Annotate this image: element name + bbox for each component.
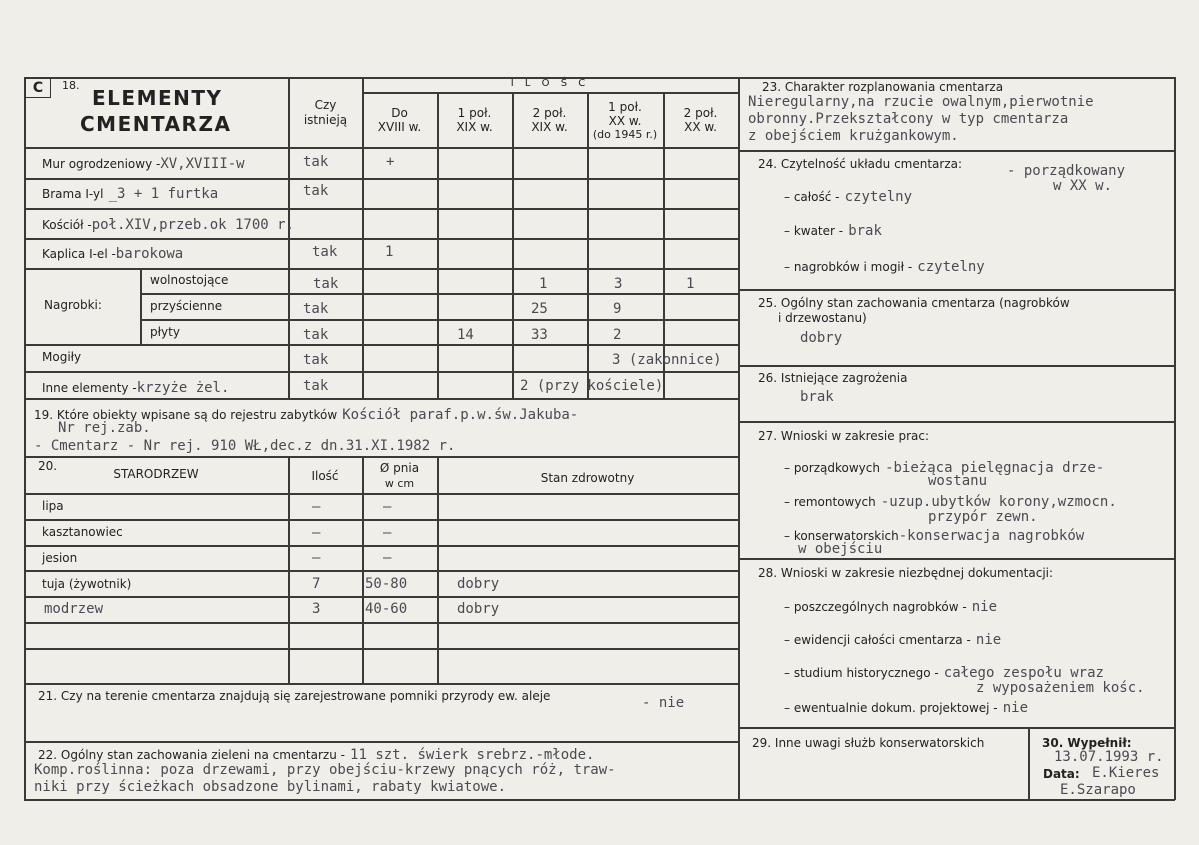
kaplica-do-xviii: 1 bbox=[385, 244, 394, 260]
mogily-exists: tak bbox=[303, 352, 329, 368]
doc-studium-value-line2: z wyposażeniem kośc. bbox=[976, 680, 1145, 696]
trunk-header bbox=[362, 461, 437, 491]
period-header-1-xx bbox=[587, 100, 663, 142]
doc-row-ewidencja bbox=[784, 629, 1001, 648]
section-letter: C bbox=[32, 80, 44, 96]
date-label: Data: bbox=[1043, 767, 1080, 781]
tree-row-kasztanowiec-count: – bbox=[312, 525, 321, 541]
works-remontowe bbox=[784, 491, 1117, 510]
mur-exists: tak bbox=[303, 154, 329, 170]
period-do-xviii-line1: Do bbox=[391, 106, 408, 120]
tree-row-tuja-name: tuja (żywotnik) bbox=[42, 577, 132, 591]
inne-value: krzyże żel. bbox=[136, 380, 230, 396]
row-inne bbox=[42, 377, 229, 396]
remontowe-value-line1: -uzup.ubytków korony,wzmocn. bbox=[880, 494, 1117, 510]
mur-value: XV,XVIII-w bbox=[160, 156, 245, 172]
filled-by-name2: E.Szarapo bbox=[1060, 782, 1136, 798]
period-2-xx-line2: XX w. bbox=[684, 120, 717, 134]
nature-monuments-answer: - nie bbox=[642, 695, 685, 711]
kaplica-value: barokowa bbox=[115, 246, 184, 262]
brama-label: Brama I-yl bbox=[42, 187, 104, 201]
kosciol-value: poł.XIV,przeb.ok 1700 r. bbox=[91, 217, 294, 233]
tree-row-modrzew-name: modrzew bbox=[44, 601, 104, 617]
readability-nagrobki bbox=[784, 256, 985, 275]
remontowe-label: – remontowych bbox=[784, 495, 876, 509]
exists-header-line2: istnieją bbox=[303, 113, 348, 127]
period-1-xx-line3: (do 1945 r.) bbox=[592, 128, 658, 141]
period-do-xviii-line2: XVIII w. bbox=[377, 120, 422, 134]
starodrzew-header: STARODRZEW bbox=[113, 467, 199, 481]
kaplica-exists: tak bbox=[312, 244, 338, 260]
tree-row-tuja-trunk: 50-80 bbox=[365, 576, 408, 592]
condition-label-line1: 25. Ogólny stan zachowania cmentarza (nagrobków bbox=[758, 296, 1070, 310]
exists-header-line1: Czy bbox=[314, 98, 337, 112]
kwater-label: – kwater - bbox=[784, 224, 844, 238]
doc-ewidencja-value: nie bbox=[975, 632, 1002, 648]
konserwatorskie-value-line1: -konserwacja nagrobków bbox=[898, 528, 1085, 544]
wolnostojace-2-xix: 1 bbox=[539, 276, 548, 292]
tree-row-modrzew-count: 3 bbox=[312, 601, 321, 617]
doc-studium-value-line1: całego zespołu wraz bbox=[943, 665, 1104, 681]
period-header-do-xviii bbox=[362, 106, 437, 134]
doc-row-projektowa bbox=[784, 697, 1028, 716]
doc-projektowa-value: nie bbox=[1002, 700, 1029, 716]
row-mur bbox=[42, 153, 245, 172]
doc-projektowa-label: – ewentualnie dokum. projektowej - bbox=[784, 701, 998, 715]
condition-label-line2: i drzewostanu) bbox=[778, 311, 867, 325]
nature-monuments-label: 21. Czy na terenie cmentarza znajdują się zarejestrowane pomniki przyrody ew. aleje bbox=[38, 689, 551, 703]
tree-row-tuja-count: 7 bbox=[312, 576, 321, 592]
nagrobki-label: Nagrobki: bbox=[44, 298, 102, 312]
tree-row-kasztanowiec-name: kasztanowiec bbox=[42, 525, 123, 539]
tree-row-lipa-trunk: – bbox=[383, 499, 392, 515]
porzadkowe-label: – porządkowych bbox=[784, 461, 880, 475]
kwater-value: brak bbox=[848, 223, 882, 239]
tree-row-kasztanowiec-trunk: – bbox=[383, 525, 392, 541]
filled-by-name1: E.Kieres bbox=[1092, 765, 1160, 781]
mur-label: Mur ogrodzeniowy - bbox=[42, 157, 161, 171]
period-1-xx-line2: XX w. bbox=[608, 114, 642, 128]
period-header-2-xix bbox=[512, 106, 587, 134]
greenery-line1 bbox=[38, 744, 594, 763]
readability-kwater bbox=[784, 220, 882, 239]
nagrobki-mogily-value: czytelny bbox=[917, 259, 985, 275]
trunk-header-line2: w cm bbox=[384, 477, 415, 490]
brama-value: _3 + 1 furtka bbox=[108, 186, 219, 202]
greenery-text-line1: 11 szt. świerk srebrz.-młode. bbox=[350, 747, 595, 763]
readability-calosc bbox=[784, 186, 912, 205]
doc-nagrobki-value: nie bbox=[971, 599, 998, 615]
elements-title-line2: CMENTARZA bbox=[80, 112, 232, 136]
period-1-xx-line1: 1 poł. bbox=[608, 100, 642, 114]
documentation-label: 28. Wnioski w zakresie niezbędnej dokumentacji: bbox=[758, 566, 1054, 580]
tree-row-modrzew-trunk: 40-60 bbox=[365, 601, 408, 617]
przyscienne-exists: tak bbox=[303, 301, 329, 317]
wolnostojace-exists: tak bbox=[313, 276, 339, 292]
exists-header bbox=[289, 98, 362, 128]
registry-value-line1: Kościół paraf.p.w.św.Jakuba- bbox=[342, 407, 579, 423]
tree-row-jesion-name: jesion bbox=[42, 551, 78, 565]
plyty-1-xx: 2 bbox=[613, 327, 622, 343]
plyty-2-xix: 33 bbox=[531, 327, 548, 343]
registry-value-line2: Nr rej.zab. bbox=[58, 420, 151, 436]
period-header-2-xx bbox=[663, 106, 738, 134]
condition-answer: dobry bbox=[800, 330, 843, 346]
quantity-header: I L O Ś C bbox=[510, 78, 590, 89]
kosciol-label: Kościół - bbox=[42, 218, 92, 232]
tree-row-lipa-count: – bbox=[312, 499, 321, 515]
greenery-text-line2: Komp.roślinna: poza drzewami, przy obejściu-krzewy pnących róż, traw- bbox=[34, 762, 616, 778]
przyscienne-2-xix: 25 bbox=[531, 301, 548, 317]
plyty-exists: tak bbox=[303, 327, 329, 343]
przyscienne-label: przyścienne bbox=[150, 299, 223, 313]
conservation-remarks-label: 29. Inne uwagi służb konserwatorskich bbox=[752, 736, 985, 750]
filled-by-label: 30. Wypełnił: bbox=[1042, 736, 1132, 750]
tree-count-header: Ilość bbox=[311, 469, 339, 483]
wolnostojace-2-xx: 1 bbox=[686, 276, 695, 292]
layout-character-label: 23. Charakter rozplanowania cmentarza bbox=[762, 80, 1004, 94]
registry-label: 19. Które obiekty wpisane są do rejestru zabytków bbox=[34, 408, 338, 422]
tree-row-tuja-health: dobry bbox=[457, 576, 500, 592]
period-2-xx-line1: 2 poł. bbox=[683, 106, 718, 120]
calosc-label: – całość - bbox=[784, 190, 840, 204]
nagrobki-mogily-label: – nagrobków i mogił - bbox=[784, 260, 913, 274]
brama-exists: tak bbox=[303, 183, 329, 199]
trunk-header-line1: Ø pnia bbox=[379, 461, 420, 475]
layout-character-line1: Nieregularny,na rzucie owalnym,pierwotnie bbox=[748, 94, 1094, 110]
row-brama bbox=[42, 183, 218, 202]
wolnostojace-1-xx: 3 bbox=[614, 276, 623, 292]
mogily-label: Mogiły bbox=[42, 350, 82, 364]
greenery-label: 22. Ogólny stan zachowania zieleni na cmentarzu - bbox=[38, 748, 345, 762]
doc-studium-label: – studium historycznego - bbox=[784, 666, 939, 680]
calosc-value: czytelny bbox=[844, 189, 913, 205]
mogily-1-xx: 3 (zakonnice) bbox=[612, 352, 722, 368]
elements-title-line1: ELEMENTY bbox=[92, 86, 223, 110]
section-18-number: 18. bbox=[62, 79, 80, 92]
period-1-xix-line1: 1 poł. bbox=[457, 106, 492, 120]
kaplica-label: Kaplica I-el - bbox=[42, 247, 116, 261]
przyscienne-1-xx: 9 bbox=[613, 301, 622, 317]
doc-nagrobki-label: – poszczególnych nagrobków - bbox=[784, 600, 967, 614]
section-20-number: 20. bbox=[38, 459, 58, 473]
konserwatorskie-value-line2: w obejściu bbox=[798, 541, 883, 557]
layout-character-line2: obronny.Przekształcony w typ cmentarza bbox=[748, 111, 1069, 127]
readability-answer-line2: w XX w. bbox=[1053, 178, 1113, 194]
readability-answer-line1: - porządkowany bbox=[1007, 163, 1126, 179]
inne-exists: tak bbox=[303, 378, 329, 394]
tree-row-jesion-trunk: – bbox=[383, 550, 392, 566]
tree-row-jesion-count: – bbox=[312, 550, 321, 566]
threats-answer: brak bbox=[800, 389, 834, 405]
tree-row-modrzew-health: dobry bbox=[457, 601, 500, 617]
registry-value-line3: - Cmentarz - Nr rej. 910 WŁ,dec.z dn.31.XI.1982 r. bbox=[34, 438, 456, 454]
wolnostojace-label: wolnostojące bbox=[150, 273, 229, 287]
doc-ewidencja-label: – ewidencji całości cmentarza - bbox=[784, 633, 971, 647]
konserwatorskie-label: – konserwatorskich bbox=[784, 529, 899, 543]
period-header-1-xix bbox=[437, 106, 512, 134]
period-1-xix-line2: XIX w. bbox=[456, 120, 493, 134]
health-header: Stan zdrowotny bbox=[540, 471, 635, 485]
inne-2-xix: 2 (przy kościele) bbox=[520, 378, 664, 394]
porzadkowe-value-line1: -bieżąca pielęgnacja drze- bbox=[885, 460, 1105, 476]
row-kaplica bbox=[42, 243, 183, 262]
layout-character-line3: z obejściem krużgankowym. bbox=[748, 128, 959, 144]
tree-row-lipa-name: lipa bbox=[42, 499, 64, 513]
greenery-text-line3: niki przy ścieżkach obsadzone bylinami, rabaty kwiatowe. bbox=[34, 779, 507, 795]
doc-row-studium bbox=[784, 662, 1104, 681]
porzadkowe-value-line2: wostanu bbox=[928, 473, 988, 489]
works-label: 27. Wnioski w zakresie prac: bbox=[758, 429, 930, 443]
threats-label: 26. Istniejące zagrożenia bbox=[758, 371, 908, 385]
period-2-xix-line1: 2 poł. bbox=[532, 106, 567, 120]
doc-row-nagrobki bbox=[784, 596, 997, 615]
mur-do-xviii: + bbox=[386, 154, 395, 170]
filled-date: 13.07.1993 r. bbox=[1054, 749, 1164, 765]
readability-label: 24. Czytelność układu cmentarza: bbox=[758, 157, 963, 171]
row-kosciol bbox=[42, 214, 294, 233]
period-2-xix-line2: XIX w. bbox=[531, 120, 568, 134]
inne-label: Inne elementy - bbox=[42, 381, 137, 395]
plyty-1-xix: 14 bbox=[457, 327, 474, 343]
remontowe-value-line2: przypór zewn. bbox=[928, 509, 1038, 525]
plyty-label: płyty bbox=[150, 325, 180, 339]
